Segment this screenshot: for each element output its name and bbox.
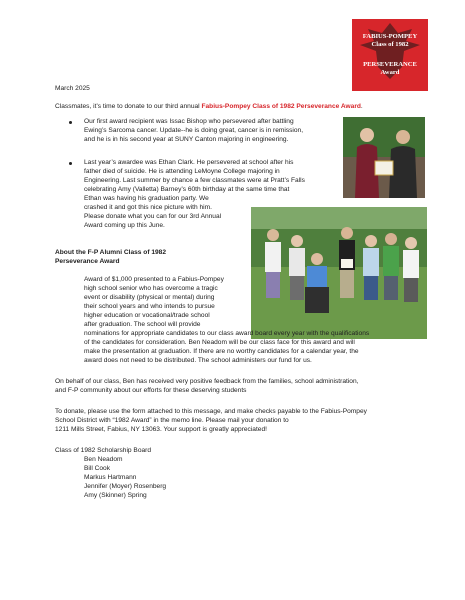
eagle-icon [352,19,428,91]
about-line: award does not need to be distributed. The school administers our fund for us. [84,357,312,364]
about-line: high school senior who has overcome a tragic [84,285,218,292]
bullet-2-line: crashed it and got this nice picture with him. [84,204,212,211]
about-line: higher education or vocational/trade school [84,312,210,319]
board-member: Bill Cook [84,465,111,472]
logo-top-text: FABIUS-POMPEY Class of 1982 [362,33,418,48]
donation-line: School District with “1982 Award” in the memo line. Please mail your donation to [55,417,289,424]
graduation-party-group-photo [251,207,427,339]
bullet-2-line: Award coming up this June. [84,222,165,229]
bullet-1-line: and he is in his second year at SUNY Canton majoring in engineering. [84,136,289,143]
bullet-2-line: Last year’s awardee was Ethan Clark. He persevered at school after his [84,159,294,166]
photo-people-icon [343,117,425,198]
about-line: of the candidates for consideration. Ben Neadom will be our class face for this award and will [84,339,355,346]
letter-date: March 2025 [55,85,90,92]
about-line: make the presentation at graduation. If there are no worthy candidates for a calendar year, the [84,348,359,355]
feedback-line: On behalf of our class, Ben has received very positive feedback from the families, school administration, [55,378,359,385]
award-name: Fabius-Pompey Class of 1982 Perseverance Award [201,103,361,110]
bullet-1-line: Ewing’s Sarcoma cancer. Update--he is doing great, cancer is in remission, [84,127,304,134]
group-photo-people-icon [251,207,427,339]
perseverance-award-logo [352,19,428,91]
board-member: Jennifer (Moyer) Rosenberg [84,483,167,490]
bullet-1-line: Our first award recipient was Issac Bishop who persevered after battling [84,118,294,125]
about-line: after graduation. The school will provide [84,321,201,328]
about-line: Award of $1,000 presented to a Fabius-Pompey [84,276,224,283]
bullet-2-line: Engineering. Last summer by chance a few classmates were at Pratt’s Falls [84,177,305,184]
donation-line: 1211 Mills Street, Fabius, NY 13063. Your support is greatly appreciated! [55,426,267,433]
intro-period: . [360,103,363,110]
about-line: event or disability (physical or mental) during [84,294,215,301]
bullet-2-line: Please donate what you can for our 3rd Annual [84,213,222,220]
board-member: Markus Hartmann [84,474,137,481]
award-presentation-photo [343,117,425,198]
logo-bottom-text: PERSEVERANCE Award [363,61,417,76]
intro-text: Classmates, it’s time to donate to our third annual [55,103,202,110]
intro-paragraph [55,103,363,111]
board-member: Amy (Skinner) Spring [84,492,147,499]
about-line: their school years and who intends to pursue [84,303,215,310]
board-title: Class of 1982 Scholarship Board [55,447,152,454]
about-heading-line: Perseverance Award [55,258,120,265]
bullet-1-marker [69,121,72,124]
feedback-line: and F-P community about our efforts for these deserving students [55,387,247,394]
bullet-2-line: father died of suicide. He is attending LeMoyne College majoring in [84,168,280,175]
about-line: nominations for appropriate candidates to our class award board every year with the qualifications [84,330,370,337]
donation-line: To donate, please use the form attached to this message, and make checks payable to the Fabius-Pompey [55,408,367,415]
about-heading-line: About the F-P Alumni Class of 1982 [55,249,167,256]
bullet-2-line: celebrating Amy (Valletta) Barney’s 60th birthday at the same time that [84,186,290,193]
board-member: Ben Neadom [84,456,123,463]
bullet-2-line: Ethan was having his graduation party. We [84,195,209,202]
bullet-2-marker [69,162,72,165]
